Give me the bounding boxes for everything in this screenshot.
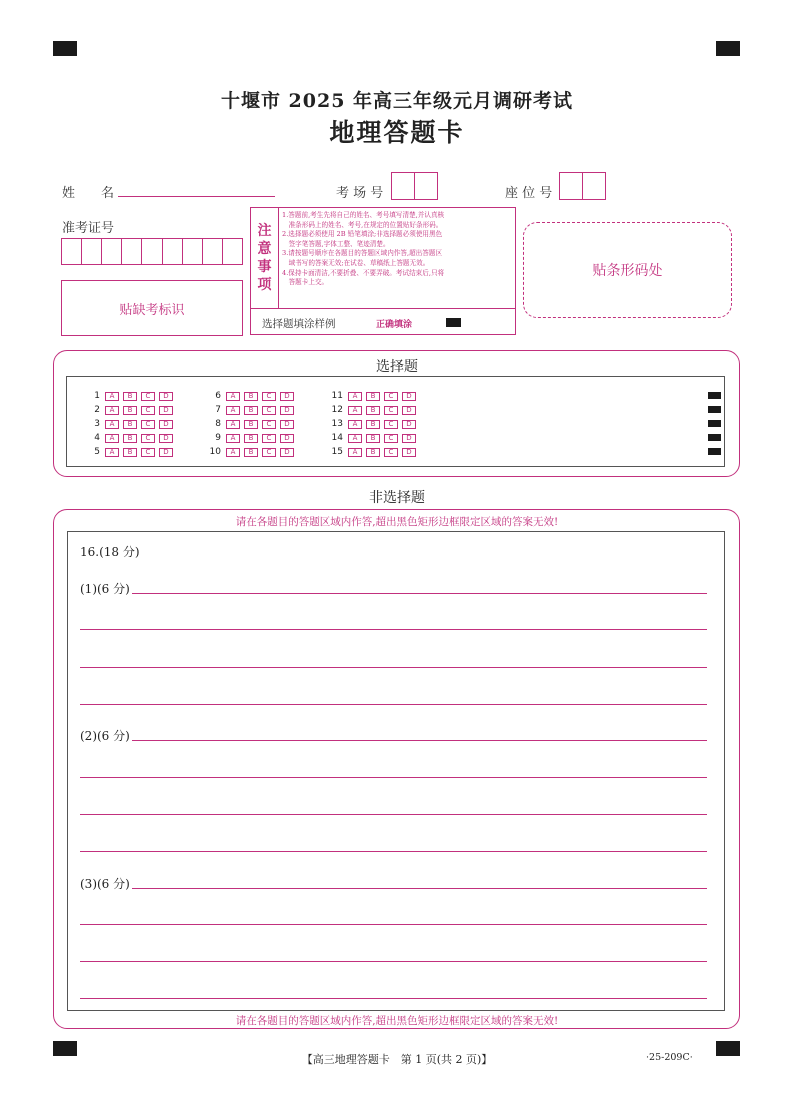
choice-question-row (84, 404, 177, 416)
option-bubble-d[interactable]: D (402, 448, 416, 457)
option-bubble-b[interactable]: B (244, 420, 258, 429)
answer-line[interactable] (80, 777, 707, 778)
option-bubble-c[interactable]: C (384, 392, 398, 401)
barcode-sticker-area (523, 222, 732, 318)
option-bubble-d[interactable]: D (402, 420, 416, 429)
notice-text: 1.答题前,考生先将自己的姓名、考号填写清楚,并认真核 准条形码上的姓名、考号,在规定的位置贴好条形码。 2.选择题必须使用 2B 铅笔填涂;非选择题必须使用黑色 签字笔答题,字体工整、笔迹清楚。 3.请按题号顺序在各题目的答题区域内作答,超出答题区 域书写的答案无效;在试卷、草稿纸上答题无效。 4.保持卡面清洁,不要折叠、不要弄破。考试结束后,只将 答题卡上交。 (282, 211, 445, 287)
option-bubble-c[interactable]: C (141, 434, 155, 443)
question-number: 7 (215, 405, 221, 415)
option-bubble-b[interactable]: B (123, 392, 137, 401)
answer-line[interactable] (80, 629, 707, 630)
question-number: 4 (94, 433, 100, 443)
option-bubble-c[interactable]: C (141, 406, 155, 415)
question-number: 13 (331, 419, 343, 429)
option-bubble-c[interactable]: C (262, 448, 276, 457)
option-bubble-c[interactable]: C (262, 420, 276, 429)
option-bubble-c[interactable]: C (384, 420, 398, 429)
part-2-label: (2)(6 分) (80, 729, 130, 743)
option-bubble-a[interactable]: A (348, 434, 362, 443)
choice-section-title: 选择题 (376, 359, 418, 375)
answer-area-warning-top: 请在各题目的答题区域内作答,超出黑色矩形边框限定区域的答案无效! (235, 516, 559, 528)
option-bubble-b[interactable]: B (366, 448, 380, 457)
option-bubble-b[interactable]: B (244, 406, 258, 415)
room-number-boxes[interactable] (391, 172, 438, 200)
part-1-label: (1)(6 分) (80, 582, 130, 596)
timing-mark (708, 420, 721, 427)
page-footer: 【高三地理答题卡 第 1 页(共 2 页)】 (301, 1053, 493, 1066)
name-field[interactable] (118, 182, 275, 197)
option-bubble-d[interactable]: D (280, 434, 294, 443)
option-bubble-d[interactable]: D (402, 434, 416, 443)
option-bubble-a[interactable]: A (105, 434, 119, 443)
choice-question-row (84, 390, 177, 402)
correct-fill-label: 正确填涂 (376, 320, 413, 330)
absent-sticker-label: 贴缺考标识 (119, 302, 185, 318)
fill-sample-label: 选择题填涂样例 (262, 318, 336, 330)
choice-question-row (84, 418, 177, 430)
choice-question-row (205, 404, 298, 416)
option-bubble-a[interactable]: A (226, 448, 240, 457)
question-number: 14 (331, 433, 343, 443)
choice-question-row (205, 432, 298, 444)
answer-line[interactable] (80, 851, 707, 852)
exam-title: 十堰市 2025 年高三年级元月调研考试 (220, 90, 574, 112)
part-3-label: (3)(6 分) (80, 877, 130, 891)
question-number: 2 (94, 405, 100, 415)
choice-question-row (327, 404, 420, 416)
paper-code: ·25-209C· (646, 1052, 693, 1063)
filled-sample-mark (446, 318, 461, 327)
answer-line[interactable] (80, 667, 707, 668)
name-label: 姓 名 (62, 186, 115, 201)
question-number: 15 (331, 447, 343, 457)
option-bubble-b[interactable]: B (366, 406, 380, 415)
fill-sample-row (251, 308, 515, 335)
option-bubble-d[interactable]: D (280, 448, 294, 457)
answer-line[interactable] (80, 593, 707, 594)
option-bubble-c[interactable]: C (384, 406, 398, 415)
choice-question-row (84, 432, 177, 444)
question-16-title: 16.(18 分) (80, 545, 140, 559)
option-bubble-b[interactable]: B (244, 392, 258, 401)
option-bubble-d[interactable]: D (402, 406, 416, 415)
option-bubble-d[interactable]: D (402, 392, 416, 401)
option-bubble-d[interactable]: D (280, 392, 294, 401)
question-number: 9 (215, 433, 221, 443)
choice-question-row (205, 390, 298, 402)
question-number: 8 (215, 419, 221, 429)
option-bubble-b[interactable]: B (366, 420, 380, 429)
choice-question-row (327, 432, 420, 444)
barcode-label: 贴条形码处 (592, 263, 663, 279)
corner-mark (53, 41, 77, 56)
option-bubble-a[interactable]: A (226, 392, 240, 401)
choice-question-row (205, 418, 298, 430)
answer-line[interactable] (80, 814, 707, 815)
option-bubble-c[interactable]: C (141, 420, 155, 429)
option-bubble-c[interactable]: C (262, 392, 276, 401)
option-bubble-c[interactable]: C (262, 434, 276, 443)
sheet-title: 地理答题卡 (329, 118, 465, 147)
seat-number-label: 座 位 号 (505, 186, 553, 201)
nonchoice-section-title: 非选择题 (369, 490, 425, 506)
exam-id-boxes[interactable] (61, 238, 243, 265)
option-bubble-d[interactable]: D (159, 420, 173, 429)
option-bubble-b[interactable]: B (366, 392, 380, 401)
answer-line[interactable] (80, 924, 707, 925)
answer-line[interactable] (80, 961, 707, 962)
choice-question-row (205, 446, 298, 458)
exam-id-label: 准考证号 (62, 221, 115, 236)
option-bubble-b[interactable]: B (123, 434, 137, 443)
option-bubble-b[interactable]: B (244, 434, 258, 443)
option-bubble-a[interactable]: A (105, 420, 119, 429)
option-bubble-a[interactable]: A (348, 406, 362, 415)
option-bubble-c[interactable]: C (384, 434, 398, 443)
choice-question-row (327, 446, 420, 458)
seat-number-boxes[interactable] (559, 172, 606, 200)
timing-mark (708, 448, 721, 455)
option-bubble-a[interactable]: A (348, 392, 362, 401)
answer-line[interactable] (80, 740, 707, 741)
timing-mark (708, 392, 721, 399)
option-bubble-b[interactable]: B (123, 448, 137, 457)
choice-question-row (327, 390, 420, 402)
option-bubble-c[interactable]: C (384, 448, 398, 457)
option-bubble-b[interactable]: B (123, 420, 137, 429)
choice-question-row (84, 446, 177, 458)
option-bubble-c[interactable]: C (262, 406, 276, 415)
option-bubble-a[interactable]: A (348, 420, 362, 429)
option-bubble-a[interactable]: A (226, 406, 240, 415)
question-number: 3 (94, 419, 100, 429)
option-bubble-c[interactable]: C (141, 392, 155, 401)
option-bubble-a[interactable]: A (348, 448, 362, 457)
option-bubble-d[interactable]: D (159, 448, 173, 457)
question-number: 6 (215, 391, 221, 401)
question-number: 12 (331, 405, 343, 415)
option-bubble-c[interactable]: C (141, 448, 155, 457)
option-bubble-a[interactable]: A (105, 406, 119, 415)
answer-area[interactable] (67, 531, 725, 1011)
option-bubble-d[interactable]: D (159, 406, 173, 415)
answer-line[interactable] (80, 704, 707, 705)
question-number: 1 (94, 391, 100, 401)
option-bubble-b[interactable]: B (123, 406, 137, 415)
answer-area-warning-bottom: 请在各题目的答题区域内作答,超出黑色矩形边框限定区域的答案无效! (235, 1015, 559, 1027)
option-bubble-b[interactable]: B (244, 448, 258, 457)
timing-mark (708, 434, 721, 441)
question-number: 10 (209, 447, 221, 457)
question-number: 11 (331, 391, 343, 401)
option-bubble-d[interactable]: D (280, 420, 294, 429)
option-bubble-a[interactable]: A (226, 434, 240, 443)
option-bubble-d[interactable]: D (159, 392, 173, 401)
absent-sticker-area (61, 280, 243, 336)
notice-heading: 注 意 事 项 (251, 208, 279, 308)
option-bubble-a[interactable]: A (105, 448, 119, 457)
option-bubble-d[interactable]: D (280, 406, 294, 415)
room-number-label: 考 场 号 (336, 186, 384, 201)
choice-question-row (327, 418, 420, 430)
corner-mark (716, 41, 740, 56)
notice-box (250, 207, 516, 335)
answer-line[interactable] (80, 998, 707, 999)
option-bubble-a[interactable]: A (226, 420, 240, 429)
answer-line[interactable] (80, 888, 707, 889)
option-bubble-a[interactable]: A (105, 392, 119, 401)
timing-mark (708, 406, 721, 413)
option-bubble-b[interactable]: B (366, 434, 380, 443)
question-number: 5 (94, 447, 100, 457)
option-bubble-d[interactable]: D (159, 434, 173, 443)
